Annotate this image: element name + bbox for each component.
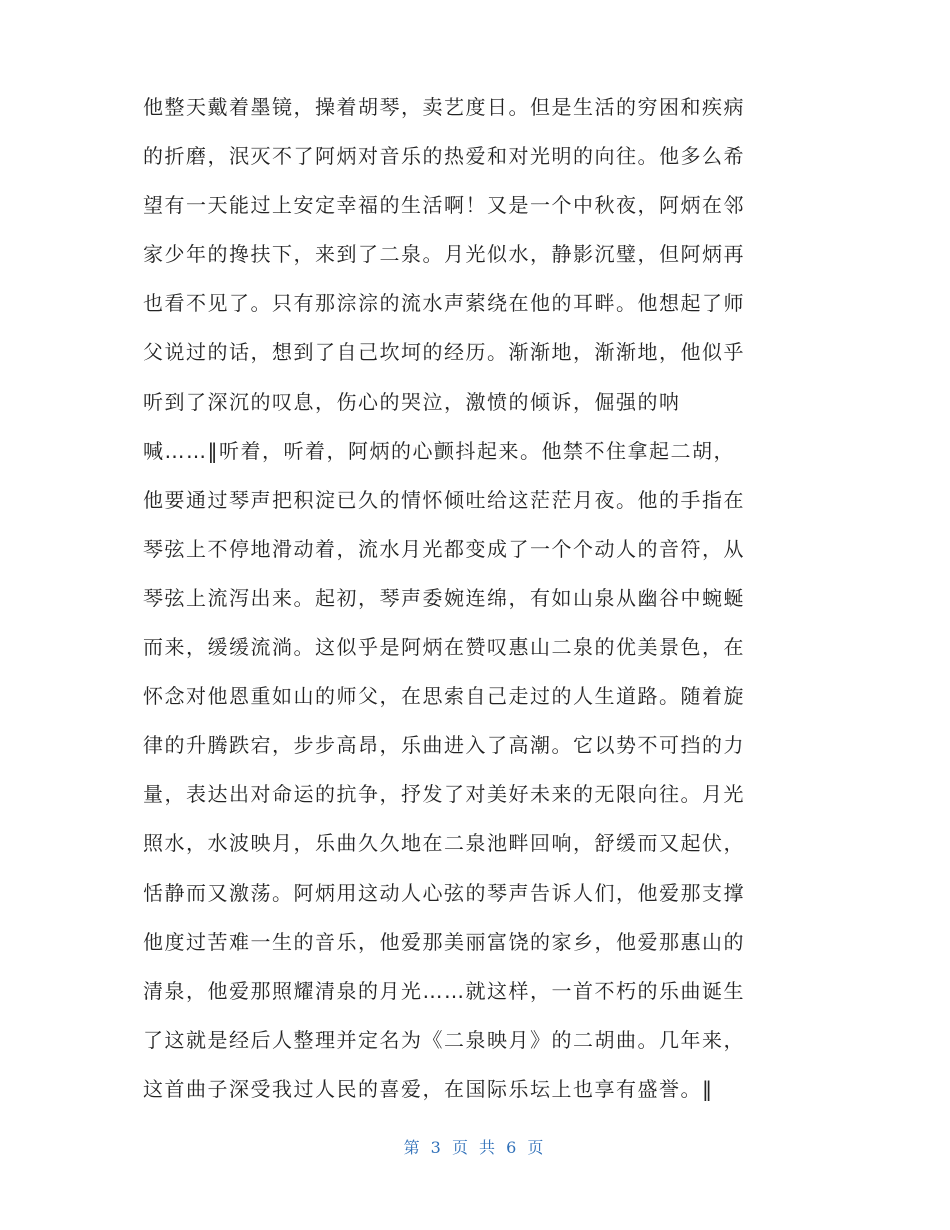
text-line: 喊……‖听着，听着，阿炳的心颤抖起来。他禁不住拿起二胡， xyxy=(143,438,735,463)
body-paragraph xyxy=(143,83,803,1114)
text-line: 父说过的话，想到了自己坎坷的经历。渐渐地，渐渐地，他似乎 xyxy=(143,340,745,365)
text-line: 琴弦上流泻出来。起初，琴声委婉连绵，有如山泉从幽谷中蜿蜒 xyxy=(143,585,745,610)
text-line: 这首曲子深受我过人民的喜爱，在国际乐坛上也享有盛誉。‖ xyxy=(143,1076,714,1101)
page-number-footer: 第 3 页 共 6 页 xyxy=(403,1138,547,1157)
text-line: 他要通过琴声把积淀已久的情怀倾吐给这茫茫月夜。他的手指在 xyxy=(143,487,745,512)
text-line: 量，表达出对命运的抗争，抒发了对美好未来的无限向往。月光 xyxy=(143,782,745,807)
text-line: 了这就是经后人整理并定名为《二泉映月》的二胡曲。几年来， xyxy=(143,1027,745,1052)
text-line: 琴弦上不停地滑动着，流水月光都变成了一个个动人的音符，从 xyxy=(143,536,745,561)
text-line: 恬静而又激荡。阿炳用这动人心弦的琴声告诉人们，他爱那支撑 xyxy=(143,880,745,905)
text-line: 清泉，他爱那照耀清泉的月光……就这样，一首不朽的乐曲诞生 xyxy=(143,978,745,1003)
text-line: 的折磨，泯灭不了阿炳对音乐的热爱和对光明的向往。他多么希 xyxy=(143,144,745,169)
text-line: 也看不见了。只有那淙淙的流水声萦绕在他的耳畔。他想起了师 xyxy=(143,291,745,316)
text-line: 照水，水波映月，乐曲久久地在二泉池畔回响，舒缓而又起伏， xyxy=(143,831,745,856)
text-line: 家少年的搀扶下，来到了二泉。月光似水，静影沉璧，但阿炳再 xyxy=(143,242,745,267)
text-line: 律的升腾跌宕，步步高昂，乐曲进入了高潮。它以势不可挡的力 xyxy=(143,733,745,758)
text-line: 听到了深沉的叹息，伤心的哭泣，激愤的倾诉，倔强的呐 xyxy=(143,389,681,414)
text-line: 他度过苦难一生的音乐，他爱那美丽富饶的家乡，他爱那惠山的 xyxy=(143,929,745,954)
text-line: 而来，缓缓流淌。这似乎是阿炳在赞叹惠山二泉的优美景色，在 xyxy=(143,635,745,660)
text-line: 他整天戴着墨镜，操着胡琴，卖艺度日。但是生活的穷困和疾病 xyxy=(143,95,745,119)
text-line: 望有一天能过上安定幸福的生活啊！又是一个中秋夜，阿炳在邻 xyxy=(143,193,745,218)
text-line: 怀念对他恩重如山的师父，在思索自己走过的人生道路。随着旋 xyxy=(143,684,745,709)
